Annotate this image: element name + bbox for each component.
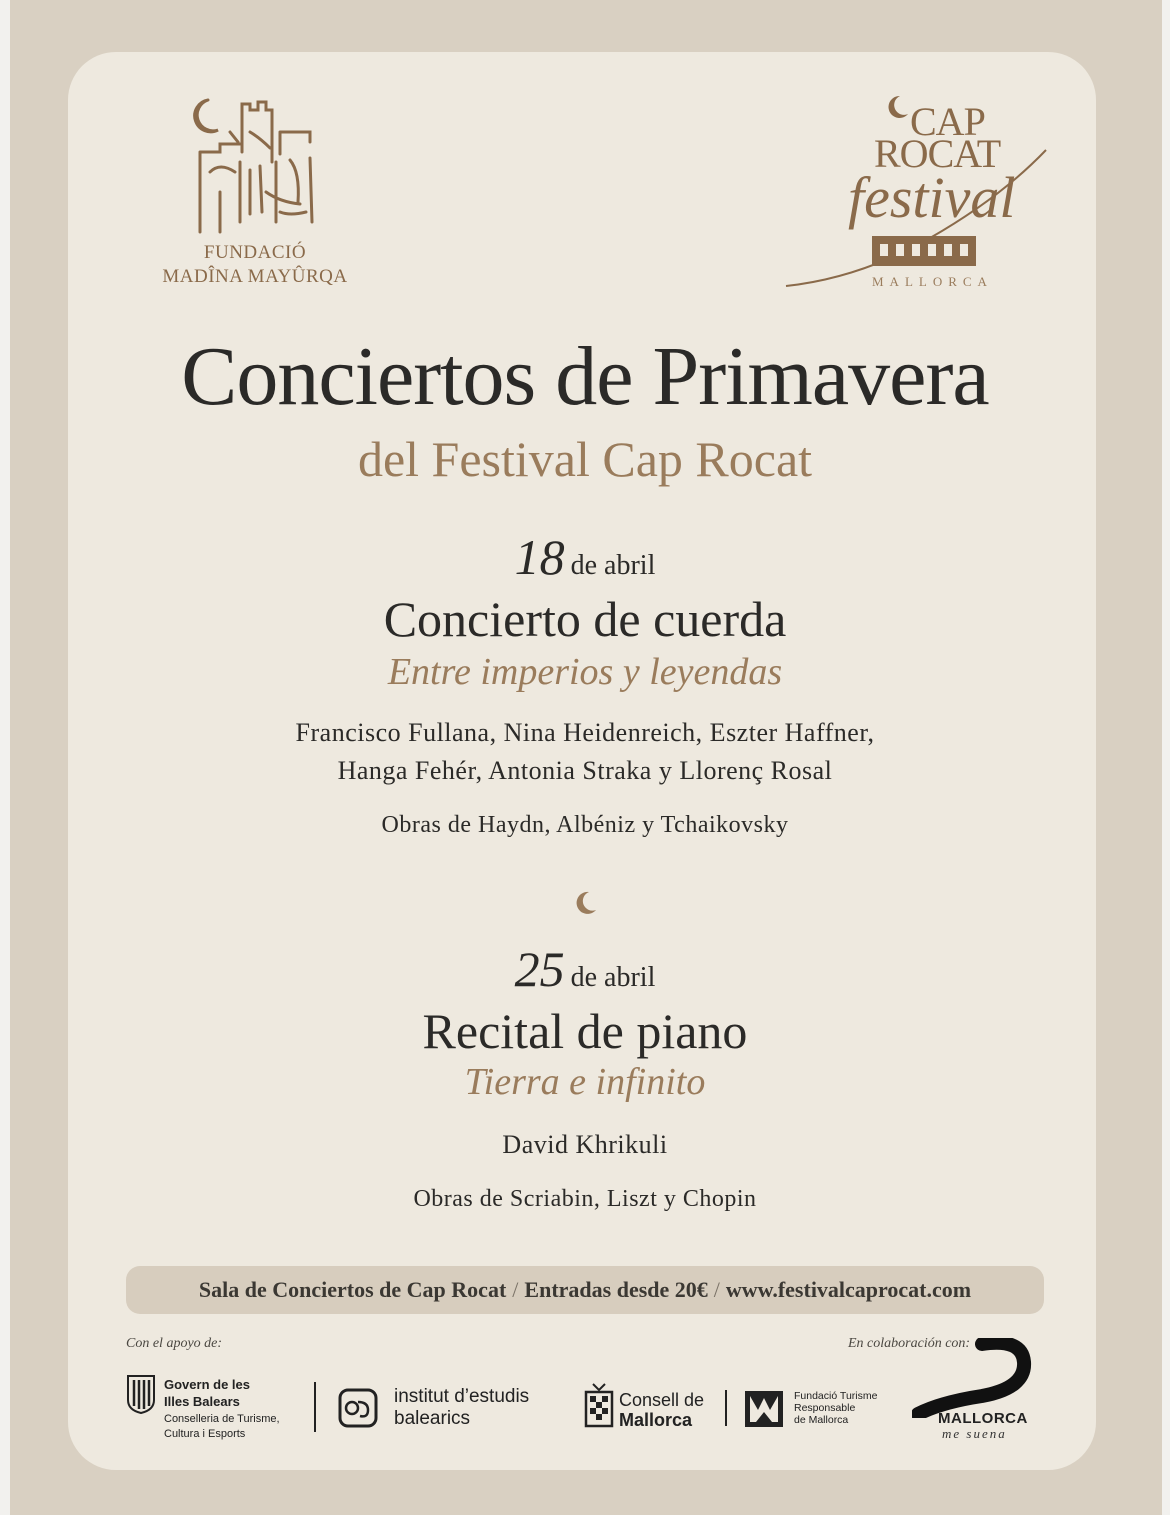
event-1-subtitle: Entre imperios y leyendas [387,651,783,693]
event-2-works: Obras de Scriabin, Liszt y Chopin [413,1186,757,1212]
info-bar [126,1266,1044,1314]
separator: / [512,1277,519,1302]
page-title: Conciertos de Primavera [181,330,989,423]
event-1-performers-line1: Francisco Fullana, Nina Heidenreich, Eszter Haffner, [295,718,875,747]
support-label: Con el apoyo de: [126,1336,223,1351]
fundacio-icon [744,1390,784,1428]
govern-line3: Conselleria de Turisme, [164,1413,280,1425]
event-2-performers: David Khrikuli [502,1130,668,1159]
govern-line1: Govern de les [164,1377,250,1392]
event-2-date [0,940,1170,998]
fundacio-madina-mayurqa-logo [150,92,360,292]
event-1-title: Concierto de cuerda [383,591,787,647]
castle-icon [180,92,330,242]
event-2-month: de abril [570,962,656,993]
event-2-subtitle: Tierra e infinito [464,1061,706,1103]
footer-divider [725,1390,727,1426]
tickets-text: Entradas desde 20€ [524,1277,708,1302]
venue-text: Sala de Conciertos de Cap Rocat [198,1277,507,1302]
iest-line1: institut d’estudis [394,1386,530,1407]
mms-word: MALLORCA [938,1410,1028,1427]
brush-stroke-icon [912,1338,1052,1418]
fundacio-logo-line1: FUNDACIÓ [203,242,307,263]
event-1-day: 18 [514,529,565,585]
event-2-day: 25 [514,941,565,997]
govern-line4: Cultura i Esports [164,1428,246,1440]
govern-shield-icon [126,1374,156,1414]
event-1-performers [0,714,1170,790]
consell-line1: Consell de [619,1390,705,1410]
fundacio-line3: de Mallorca [794,1414,849,1426]
fundacio-line1: Fundació Turisme [794,1390,878,1402]
logo-mallorca-text: MALLORCA [872,274,993,289]
footer-divider [314,1382,316,1432]
crescent-moon-icon [884,94,910,120]
event-1-works: Obras de Haydn, Albéniz y Tchaikovsky [381,812,789,838]
logo-cap-text: CAP [910,99,985,144]
website-link[interactable]: www.festivalcaprocat.com [725,1277,972,1302]
page-subtitle: del Festival Cap Rocat [357,431,813,487]
mms-tagline: me suena [942,1426,1007,1441]
logo-flourish [780,148,1060,288]
logo-rocat-text: ROCAT [874,131,1001,176]
separator: / [713,1277,720,1302]
event-1-date [0,528,1170,586]
event-1-month: de abril [570,550,656,581]
event-2-title: Recital de piano [422,1003,748,1059]
iest-icon [338,1388,378,1428]
mallorca-me-suena-logo [912,1338,1052,1448]
crescent-moon-icon [574,890,598,916]
fundacio-logo-line2: MADÎNA MAYÛRQA [162,266,348,287]
govern-line2: Illes Balears [164,1394,240,1409]
fundacio-line2: Responsable [794,1402,856,1414]
iest-line2: balearics [394,1408,471,1429]
consell-line2: Mallorca [619,1410,693,1430]
collab-label: En colaboración con: [848,1336,971,1351]
logo-festival-text: festival [848,165,1016,230]
cap-rocat-festival-logo [780,88,1060,298]
consell-crest-icon [583,1382,615,1430]
event-1-performers-line2: Hanga Fehér, Antonia Straka y Llorenç Rosal [337,756,833,785]
